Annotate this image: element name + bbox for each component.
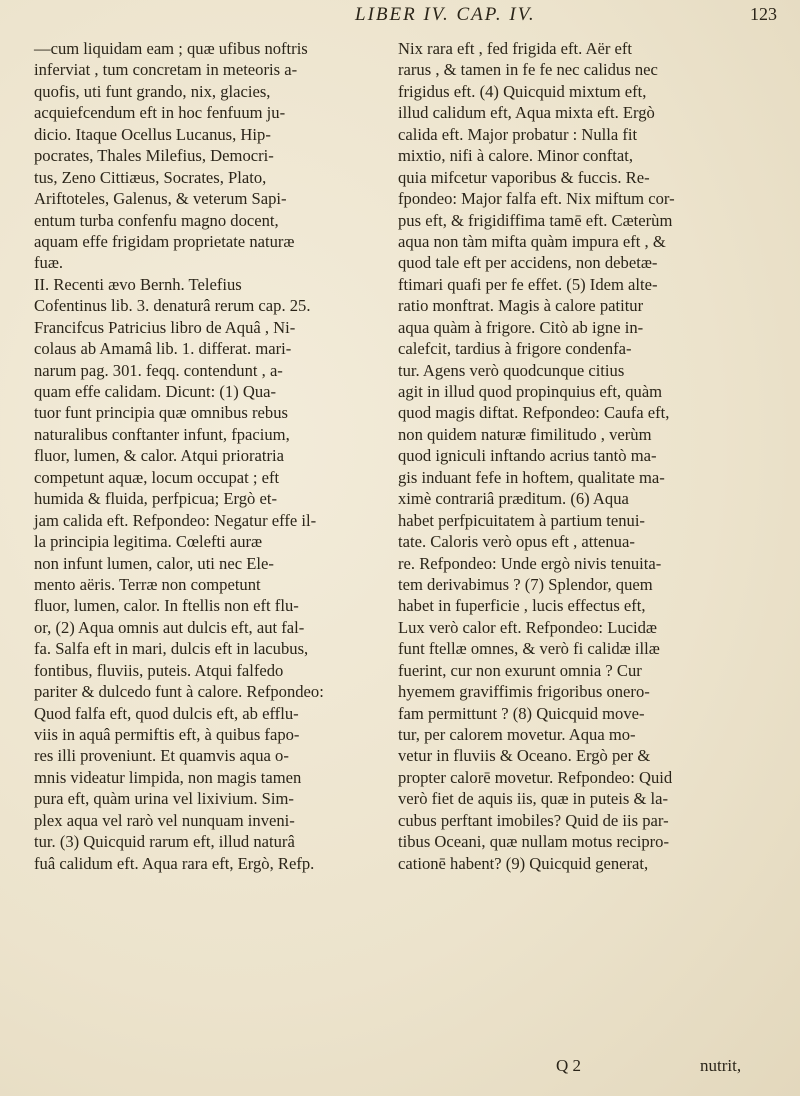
page-number: 123 — [750, 4, 777, 24]
text-line: mixtio, nifi à calore. Minor conftat, — [398, 146, 634, 166]
text-line: fluor, lumen, calor. In ftellis non eft flu- — [34, 596, 299, 616]
text-line: tur, per calorem movetur. Aqua mo- — [398, 725, 636, 744]
text-line: mnis videatur limpida, non magis tamen — [34, 767, 302, 787]
text-line: tur. (3) Quicquid rarum eft, illud naturâ — [34, 832, 295, 852]
text-line: vetur in fluviis & Oceano. Ergò per & — [398, 746, 651, 766]
text-line: entum turba confenfu magno docent, — [34, 210, 279, 230]
text-line: cubus perftant imobiles? Quid de iis par- — [398, 810, 669, 830]
text-line: naturalibus conftanter infunt, fpacium, — [34, 424, 290, 444]
text-line: pus eft, & frigidiffima tamē eft. Cæterùm — [398, 210, 673, 230]
text-line: viis in aquâ permiftis eft, à quibus fapo- — [34, 725, 300, 744]
left-text-column — [34, 38, 374, 874]
text-line: ftimari quafi per fe effet. (5) Idem alte- — [398, 274, 658, 294]
text-line: fuerint, cur non exurunt omnia ? Cur — [398, 660, 642, 680]
text-line: fam permittunt ? (8) Quicquid move- — [398, 703, 645, 723]
text-line: —cum liquidam eam ; quæ ufibus noftris — [34, 39, 308, 58]
text-line: pocrates, Thales Milefius, Democri- — [34, 146, 274, 166]
text-line: non infunt lumen, calor, uti nec Ele- — [34, 553, 274, 573]
text-line: tur. Agens verò quodcunque citius — [398, 360, 625, 380]
text-line: aqua non tàm mifta quàm impura eft , & — [398, 231, 666, 251]
text-line: gis induant fefe in hoftem, qualitate ma- — [398, 467, 665, 487]
text-line: inferviat , tum concretam in meteoris a- — [34, 60, 298, 80]
text-line: calefcit, tardius à frigore condenfa- — [398, 339, 632, 359]
text-line: Cofentinus lib. 3. denaturâ rerum cap. 25. — [34, 296, 311, 316]
text-line: quam effe calidam. Dicunt: (1) Qua- — [34, 382, 277, 401]
text-line: quod magis diftat. Refpondeo: Caufa eft, — [398, 403, 670, 423]
text-line: Francifcus Patricius libro de Aquâ , Ni- — [34, 317, 296, 337]
text-line: acquiefcendum eft in hoc fenfuum ju- — [34, 103, 286, 123]
catchword: nutrit, — [700, 1056, 742, 1075]
text-line: propter calorē movetur. Refpondeo: Quid — [398, 767, 673, 787]
text-line: tate. Caloris verò opus eft , attenua- — [398, 532, 635, 552]
text-line: tus, Zeno Cittiæus, Socrates, Plato, — [34, 167, 267, 187]
text-line: illud calidum eft, Aqua mixta eft. Ergò — [398, 103, 655, 123]
text-line: funt ftellæ omnes, & verò fi calidæ illæ — [398, 639, 660, 659]
text-line: aqua quàm à frigore. Citò ab igne in- — [398, 317, 644, 337]
text-line: fpondeo: Major falfa eft. Nix miftum cor- — [398, 189, 675, 209]
text-line: narum pag. 301. feqq. contendunt , a- — [34, 360, 283, 380]
running-title: LIBER IV. CAP. IV. — [355, 4, 536, 25]
text-line: ratio monftrat. Magis à calore patitur — [398, 296, 644, 316]
text-line: fa. Salfa eft in mari, dulcis eft in lacubus, — [34, 639, 309, 659]
text-line: or, (2) Aqua omnis aut dulcis eft, aut fal- — [34, 617, 305, 637]
text-line: fuæ. — [34, 253, 64, 273]
text-line: mento aëris. Terræ non competunt — [34, 574, 261, 594]
text-line: tuor funt principia quæ omnibus rebus — [34, 403, 288, 423]
text-line: humida & fluida, perfpicua; Ergò et- — [34, 489, 277, 509]
text-line: calida eft. Major probatur : Nulla fit — [398, 124, 638, 144]
text-line: habet in fuperficie , lucis effectus eft, — [398, 596, 646, 616]
text-line: quia mifcetur vaporibus & fuccis. Re- — [398, 167, 650, 187]
text-line: pariter & dulcedo funt à calore. Refpondeo: — [34, 682, 324, 702]
text-line: quofis, uti funt grando, nix, glacies, — [34, 81, 271, 101]
text-line: dicio. Itaque Ocellus Lucanus, Hip- — [34, 124, 271, 144]
text-line: la principia legitima. Cœlefti auræ — [34, 532, 263, 552]
text-line: hyemem graviffimis frigoribus onero- — [398, 682, 650, 702]
text-line: quod igniculi inftando acrius tantò ma- — [398, 446, 657, 466]
text-line: colaus ab Amamâ lib. 1. differat. mari- — [34, 339, 292, 359]
text-line: competunt aquæ, locum occupat ; eft — [34, 467, 280, 487]
text-line: plex aqua vel rarò vel nunquam inveni- — [34, 810, 295, 830]
text-line: Nix rara eft , fed frigida eft. Aër eft — [398, 39, 633, 58]
text-line: Ariftoteles, Galenus, & veterum Sapi- — [34, 189, 287, 209]
text-line: agit in illud quod propinquius eft, quàm — [398, 382, 663, 401]
text-line: pura eft, quàm urina vel lixivium. Sim- — [34, 789, 294, 809]
page-header — [0, 2, 800, 32]
text-line: rarus , & tamen in fe fe nec calidus nec — [398, 60, 658, 80]
text-line: re. Refpondeo: Unde ergò nivis tenuita- — [398, 553, 662, 573]
text-line: ximè contrariâ præditum. (6) Aqua — [398, 489, 629, 509]
text-line: Lux verò calor eft. Refpondeo: Lucidæ — [398, 617, 657, 637]
text-line: quod tale eft per accidens, non debetæ- — [398, 253, 658, 273]
text-line: jam calida eft. Refpondeo: Negatur effe il- — [34, 510, 317, 530]
text-line: fuâ calidum eft. Aqua rara eft, Ergò, Refp. — [34, 853, 315, 873]
text-line: tem derivabimus ? (7) Splendor, quem — [398, 574, 653, 594]
text-line: habet perfpicuitatem à partium tenui- — [398, 510, 645, 530]
text-line: II. Recenti ævo Bernh. Telefius — [34, 274, 242, 294]
signature-mark: Q 2 — [556, 1056, 582, 1075]
text-line: verò fiet de aquis iis, quæ in puteis & la- — [398, 789, 669, 809]
right-text-column — [398, 38, 790, 874]
text-line: tibus Oceani, quæ nullam motus recipro- — [398, 832, 669, 852]
text-line: fluor, lumen, & calor. Atqui prioratria — [34, 446, 285, 466]
text-line: fontibus, fluviis, puteis. Atqui falfedo — [34, 660, 284, 680]
text-line: Quod falfa eft, quod dulcis eft, ab efflu- — [34, 703, 299, 723]
text-line: aquam effe frigidam proprietate naturæ — [34, 231, 295, 251]
text-line: cationē habent? (9) Quicquid generat, — [398, 853, 649, 873]
text-line: res illi proveniunt. Et quamvis aqua o- — [34, 746, 289, 766]
text-line: non quidem naturæ fimilitudo , verùm — [398, 424, 652, 444]
text-line: frigidus eft. (4) Quicquid mixtum eft, — [398, 81, 647, 101]
